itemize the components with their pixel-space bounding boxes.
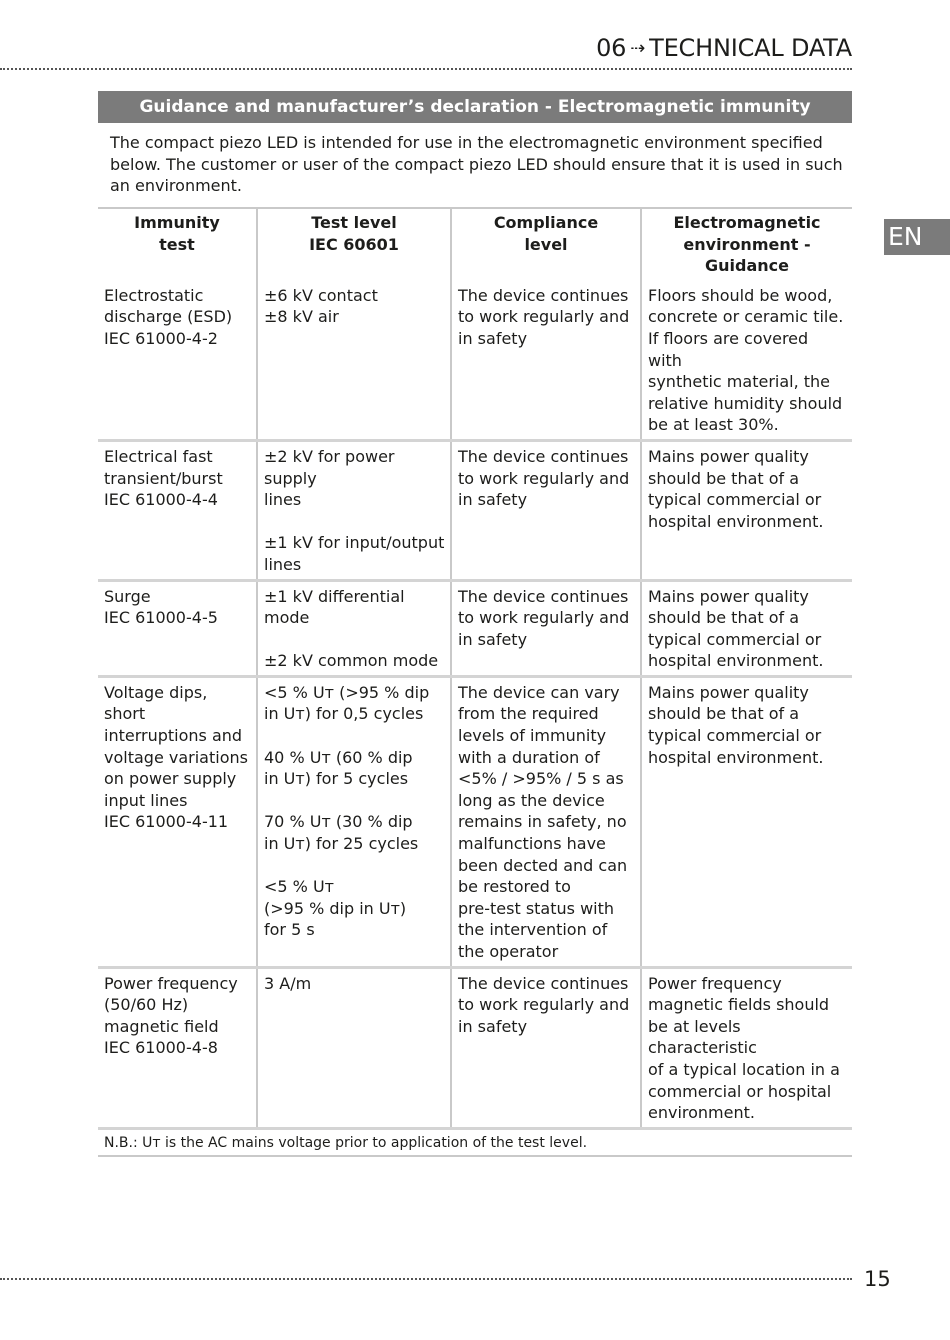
cell-guidance: Mains power quality should be that of a typical commercial or hospital environment. [641, 580, 852, 676]
language-tab[interactable]: EN [884, 219, 950, 255]
cell-test-level: 3 A/m [257, 967, 451, 1128]
table-row [98, 676, 852, 967]
page-number: 15 [864, 1267, 891, 1291]
cell-immunity-test: Voltage dips, short interruptions and voltage variations on power supply input lines IEC 61000-4-11 [98, 676, 257, 967]
section-title: TECHNICAL DATA [649, 34, 852, 62]
column-header-guidance: Electromagnetic environment - Guidance [641, 208, 852, 281]
cell-compliance-level: The device continues to work regularly and in safety [451, 967, 641, 1128]
cell-guidance: Mains power quality should be that of a typical commercial or hospital environment. [641, 440, 852, 580]
column-header-immunity-test: Immunity test [98, 208, 257, 281]
table-row [98, 580, 852, 676]
cell-test-level: <5 % Uт (>95 % dip in Uт) for 0,5 cycles 40 % Uт (60 % dip in Uт) for 5 cycles 70 % Uт (30 % dip in Uт) for 25 cycles <5 % Uт (>95 % dip in Uт) for 5 s [257, 676, 451, 967]
cell-immunity-test: Surge IEC 61000-4-5 [98, 580, 257, 676]
cell-guidance: Power frequency magnetic fields should be at levels characteristic of a typical location in a commercial or hospital environment. [641, 967, 852, 1128]
column-header-test-level: Test level IEC 60601 [257, 208, 451, 281]
table-row [98, 281, 852, 441]
cell-immunity-test: Power frequency (50/60 Hz) magnetic field IEC 61000-4-8 [98, 967, 257, 1128]
cell-compliance-level: The device continues to work regularly and in safety [451, 281, 641, 441]
bottom-dotted-divider [0, 1278, 852, 1280]
table-header-row [98, 208, 852, 281]
section-number: 06 [596, 34, 627, 62]
column-header-compliance-level: Compliance level [451, 208, 641, 281]
cell-test-level: ±2 kV for power supply lines ±1 kV for input/output lines [257, 440, 451, 580]
immunity-table [98, 207, 852, 1157]
table-note-row [98, 1128, 852, 1156]
section-header [596, 34, 852, 62]
top-dotted-divider [0, 68, 852, 70]
cell-immunity-test: Electrostatic discharge (ESD) IEC 61000-4-2 [98, 281, 257, 441]
intro-paragraph: The compact piezo LED is intended for use in the electromagnetic environment specified below. The customer or user of the compact piezo LED should ensure that it is used in such an environment. [110, 133, 843, 195]
cell-guidance: Mains power quality should be that of a typical commercial or hospital environment. [641, 676, 852, 967]
declaration-banner: Guidance and manufacturer’s declaration - Electromagnetic immunity [98, 91, 852, 123]
cell-compliance-level: The device continues to work regularly and in safety [451, 580, 641, 676]
table-row [98, 440, 852, 580]
cell-guidance: Floors should be wood, concrete or ceramic tile. If floors are covered with synthetic material, the relative humidity should be at least 30%. [641, 281, 852, 441]
cell-compliance-level: The device can vary from the required levels of immunity with a duration of <5% / >95% / 5 s as long as the device remains in safety, no malfunctions have been dected and can be restored to pre-test status with the intervention of the operator [451, 676, 641, 967]
cell-test-level: ±6 kV contact ±8 kV air [257, 281, 451, 441]
table-footnote: N.B.: Uт is the AC mains voltage prior to application of the test level. [98, 1128, 852, 1156]
table-row [98, 967, 852, 1128]
cell-immunity-test: Electrical fast transient/burst IEC 61000-4-4 [98, 440, 257, 580]
cell-compliance-level: The device continues to work regularly and in safety [451, 440, 641, 580]
dotted-arrow-icon: ⇢ [630, 38, 646, 59]
cell-test-level: ±1 kV differential mode ±2 kV common mode [257, 580, 451, 676]
